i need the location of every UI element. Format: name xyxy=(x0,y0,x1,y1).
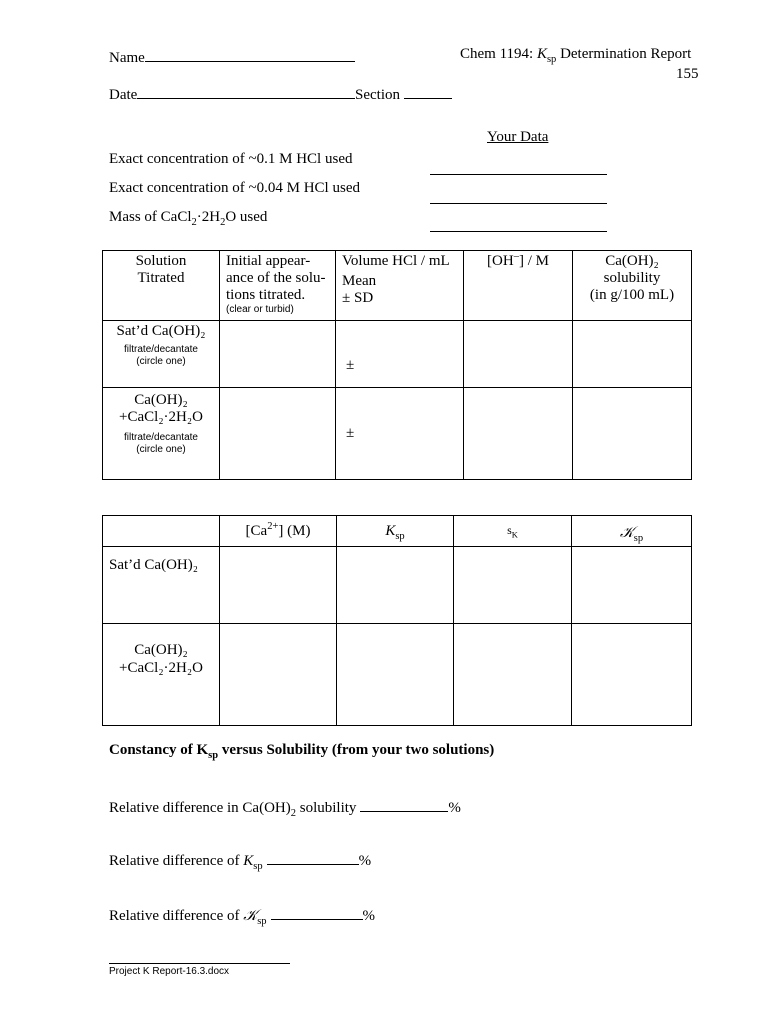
name-field[interactable] xyxy=(109,46,355,67)
cell-ca-2[interactable] xyxy=(220,624,337,726)
name-blank[interactable] xyxy=(145,46,355,62)
table-row xyxy=(103,388,692,480)
page-number: 155 xyxy=(676,66,699,82)
col-initial-appearance: Initial appear- ance of the solu- tions titrated. (clear or turbid) xyxy=(220,251,336,321)
col-volume-hcl: Volume HCl / mL Mean ± SD xyxy=(336,251,464,321)
row-satd-caoh2: Sat’d Ca(OH)₂ xyxy=(103,547,220,624)
cell-volume-1[interactable]: ± xyxy=(336,321,464,388)
section-blank[interactable] xyxy=(404,83,452,99)
cell-solubility-1[interactable] xyxy=(573,321,692,388)
row-caoh2-cacl2: Ca(OH)₂ +CaCl₂·2H₂O xyxy=(103,624,220,726)
titration-table xyxy=(102,250,692,480)
date-blank[interactable] xyxy=(137,83,355,99)
row-satd-caoh2: Sat’d Ca(OH)₂ filtrate/decantate (circle one) xyxy=(103,321,220,388)
col-solution-titrated: Solution Titrated xyxy=(103,251,220,321)
name-label: Name xyxy=(109,50,145,66)
row-caoh2-cacl2: Ca(OH)₂ +CaCl₂·2H₂O filtrate/decantate (circle one) xyxy=(103,388,220,480)
clear-turbid-note: (clear or turbid) xyxy=(226,304,294,315)
col-sk: $s_K$ xyxy=(454,516,572,547)
cell-ca-1[interactable] xyxy=(220,547,337,624)
table-row xyxy=(103,547,692,624)
mass-blank[interactable] xyxy=(430,231,607,232)
rel-diff-script-ksp[interactable]: Relative difference of 𝒦$_{sp}$ % xyxy=(109,906,376,927)
date-label: Date xyxy=(109,87,138,103)
footer-rule xyxy=(109,963,290,964)
hcl-004-label: Exact concentration of ~0.04 M HCl used xyxy=(109,180,360,196)
col-blank xyxy=(103,516,220,547)
rel-diff-ksp[interactable]: Relative difference of $K_{sp}$ % xyxy=(109,849,371,870)
footer-filename: Project K Report-16.3.docx xyxy=(109,966,230,977)
cell-ksp-2[interactable] xyxy=(337,624,454,726)
ksp-table xyxy=(102,515,692,726)
col-ca-concentration: $[Ca^{2+}]$ (M) xyxy=(220,516,337,547)
constancy-heading: Constancy of $K_{sp}$ versus Solubility (from your two solutions) xyxy=(109,742,495,761)
section-field[interactable] xyxy=(355,83,452,104)
report-title: Chem 1194: $K_{sp}$ Determination Report xyxy=(460,46,692,65)
cell-ksp-1[interactable] xyxy=(337,547,454,624)
rel-diff-solubility[interactable]: Relative difference in $Ca(OH)_2$ solubility % xyxy=(109,796,461,817)
cell-appearance-2[interactable] xyxy=(220,388,336,480)
cell-sk-2[interactable] xyxy=(454,624,572,726)
table-row xyxy=(103,321,692,388)
cell-volume-2[interactable]: ± xyxy=(336,388,464,480)
rel-diff-script-ksp-blank[interactable] xyxy=(271,904,363,920)
rel-diff-solubility-blank[interactable] xyxy=(360,796,448,812)
col-ksp: $K_{sp}$ xyxy=(337,516,454,547)
col-script-ksp: 𝒦$_{sp}$ xyxy=(572,516,692,547)
rel-diff-ksp-blank[interactable] xyxy=(267,849,359,865)
mass-label: Mass of $CaCl_2\cdot 2H_2O$ used xyxy=(109,209,268,228)
ksp-header-row xyxy=(103,516,692,547)
hcl-01-blank[interactable] xyxy=(430,174,607,175)
date-field[interactable] xyxy=(109,83,355,104)
table-row xyxy=(103,624,692,726)
cell-script-ksp-2[interactable] xyxy=(572,624,692,726)
section-label: Section xyxy=(355,87,400,103)
cell-oh-1[interactable] xyxy=(464,321,573,388)
cell-oh-2[interactable] xyxy=(464,388,573,480)
cell-script-ksp-1[interactable] xyxy=(572,547,692,624)
your-data-heading: Your Data xyxy=(487,129,549,145)
col-oh-concentration: [OH–] / M xyxy=(464,251,573,321)
cell-sk-1[interactable] xyxy=(454,547,572,624)
col-solubility: Ca(OH)₂ solubility (in g/100 mL) xyxy=(573,251,692,321)
titration-header-row xyxy=(103,251,692,321)
hcl-004-blank[interactable] xyxy=(430,203,607,204)
cell-solubility-2[interactable] xyxy=(573,388,692,480)
cell-appearance-1[interactable] xyxy=(220,321,336,388)
hcl-01-label: Exact concentration of ~0.1 M HCl used xyxy=(109,151,353,167)
